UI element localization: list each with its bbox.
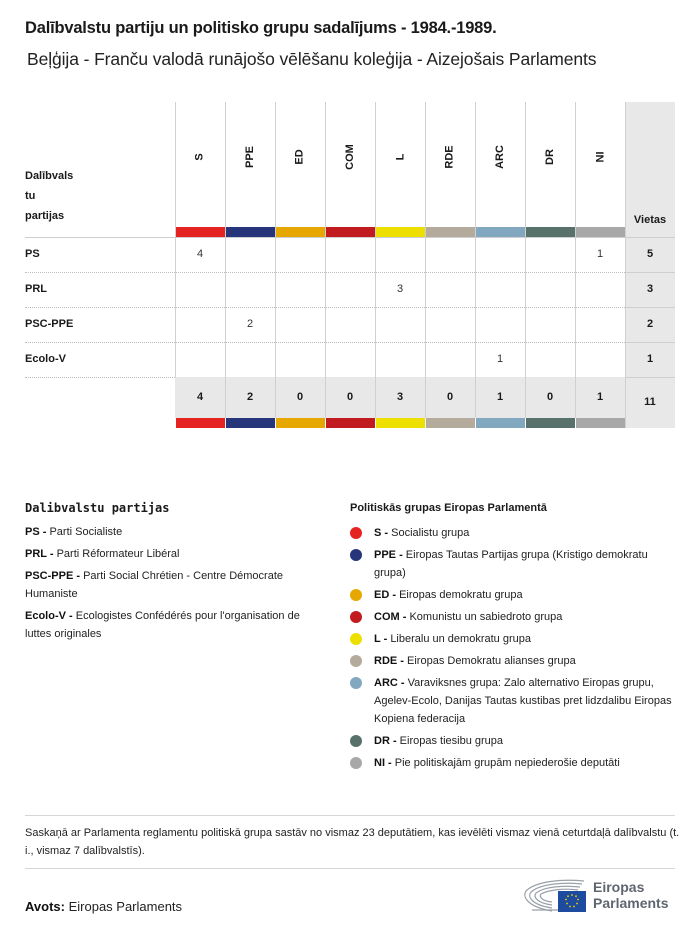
- row-party-label: Ecolo-V: [25, 353, 66, 365]
- table-cell: [325, 342, 375, 377]
- footer-color-bar-rde: [426, 418, 475, 428]
- column-header-ppe: [225, 132, 275, 182]
- column-header-arc: [475, 132, 525, 182]
- group-legend-item-ni: [350, 754, 680, 772]
- column-total: 0: [346, 391, 354, 403]
- distribution-table: [25, 102, 675, 428]
- separator: -: [399, 611, 410, 623]
- logo-text: [593, 879, 668, 911]
- party-code: PS: [25, 526, 40, 538]
- row-party-label: PS: [25, 248, 40, 260]
- column-header-ed: [275, 132, 325, 182]
- separator: -: [46, 548, 57, 560]
- column-gridline: [425, 377, 426, 418]
- party-name: Parti Réformateur Libéral: [56, 548, 180, 560]
- table-cell: 1: [496, 353, 504, 365]
- row-party-label: PSC-PPE: [25, 318, 74, 330]
- group-code: S: [374, 527, 382, 539]
- grand-total: 11: [644, 396, 656, 408]
- table-cell: [575, 272, 625, 307]
- separator: -: [381, 527, 392, 539]
- group-name: Varaviksnes grupa: Zalo alternativo Eiropas grupu, Agelev-Ecolo, Danijas Tautas kustibas pret lidzdalibu Eiropas Kopiena federacija: [374, 677, 672, 725]
- row-party-label: PRL: [25, 283, 47, 295]
- column-header-label: NI: [594, 151, 606, 163]
- table-cell: [425, 307, 475, 342]
- table-row: [25, 307, 675, 342]
- column-gridline: [275, 377, 276, 418]
- totals-row: [175, 377, 625, 418]
- column-header-label: DR: [543, 149, 556, 165]
- party-name: Parti Socialiste: [49, 526, 123, 538]
- table-cell: [225, 272, 275, 307]
- table-cell: 3: [396, 283, 404, 295]
- group-name: Eiropas demokratu grupa: [399, 589, 523, 601]
- group-code: ARC: [374, 677, 398, 689]
- column-header-label: L: [393, 153, 406, 161]
- column-total: 0: [296, 391, 304, 403]
- column-total: 1: [596, 391, 604, 403]
- table-cell: [425, 237, 475, 272]
- source-value: Eiropas Parlaments: [68, 899, 183, 914]
- header-color-bar-rde: [426, 227, 475, 237]
- table-cell: [275, 342, 325, 377]
- footer-color-bar-s: [176, 418, 225, 428]
- color-dot-icon: [350, 677, 362, 689]
- row-header-label: [25, 166, 105, 226]
- separator: -: [396, 549, 406, 561]
- column-total: 4: [196, 391, 204, 403]
- footnote: Saskaņā ar Parlamenta reglamentu politiskā grupa sastāv no vismaz 23 deputātiem, kas ievēlēti vismaz vienā ceturtdaļā dalībvalstu (t. i., vismaz 7 dalībvalstīs).: [25, 827, 680, 857]
- header-color-bar-ppe: [226, 227, 275, 237]
- table-cell: [375, 237, 425, 272]
- column-header-rde: [425, 132, 475, 182]
- column-header-label: ED: [294, 149, 306, 165]
- row-header-line: partijas: [25, 210, 65, 222]
- column-header-s: [175, 132, 225, 182]
- group-legend-item-l: [350, 630, 680, 648]
- table-cell: [425, 272, 475, 307]
- column-header-com: [325, 132, 375, 182]
- table-cell: 2: [246, 318, 254, 330]
- column-total: 3: [396, 391, 404, 403]
- group-name: Pie politiskajām grupām nepiederošie deputāti: [394, 757, 620, 769]
- row-seat-total: 2: [646, 318, 654, 330]
- header-color-bar-ed: [276, 227, 325, 237]
- group-code: L: [374, 633, 381, 645]
- page-title: Dalībvalstu partiju un politisko grupu sadalījums - 1984.-1989.: [25, 19, 497, 37]
- separator: -: [397, 655, 408, 667]
- column-total: 0: [446, 391, 454, 403]
- color-dot-icon: [350, 735, 362, 747]
- table-cell: [575, 342, 625, 377]
- table-cell: [475, 272, 525, 307]
- footer-divider-bottom: [25, 868, 675, 869]
- party-name: Parti Social Chrétien - Centre Démocrate Humaniste: [25, 570, 283, 600]
- footer-color-bar-ni: [576, 418, 625, 428]
- source-line: [25, 899, 182, 914]
- group-legend-item-com: [350, 608, 680, 626]
- row-header-line: tu: [25, 190, 36, 202]
- group-name: Eiropas Tautas Partijas grupa (Kristigo demokratu grupa): [374, 549, 648, 579]
- color-dot-icon: [350, 549, 362, 561]
- row-seat-total: 1: [646, 353, 654, 365]
- page-subtitle: Beļģija - Franču valodā runājošo vēlēšanu koleģija - Aizejošais Parlaments: [27, 49, 597, 69]
- group-code: PPE: [374, 549, 397, 561]
- column-header-label: RDE: [443, 145, 456, 169]
- table-row: [25, 272, 675, 307]
- group-name: Komunistu un sabiedroto grupa: [409, 611, 563, 623]
- separator: -: [385, 757, 395, 769]
- parties-legend: [25, 501, 325, 647]
- group-legend-item-dr: [350, 732, 680, 750]
- column-gridline: [225, 377, 226, 418]
- group-name: Eiropas tiesibu grupa: [399, 735, 504, 747]
- table-cell: [275, 307, 325, 342]
- footer-color-bar-arc: [476, 418, 525, 428]
- table-cell: [175, 272, 225, 307]
- table-cell: [325, 307, 375, 342]
- column-gridline: [525, 377, 526, 418]
- party-legend-item: [25, 607, 325, 643]
- table-cell: [375, 342, 425, 377]
- row-header-line: Dalībvals: [25, 170, 74, 182]
- column-total: 1: [496, 391, 504, 403]
- column-gridline: [475, 377, 476, 418]
- group-name: Socialistu grupa: [391, 527, 470, 539]
- table-cell: [225, 342, 275, 377]
- color-dot-icon: [350, 633, 362, 645]
- table-cell: [525, 342, 575, 377]
- table-cell: [225, 237, 275, 272]
- footer-color-bar-ppe: [226, 418, 275, 428]
- table-cell: [325, 237, 375, 272]
- column-total: 0: [546, 391, 554, 403]
- separator: -: [380, 633, 391, 645]
- color-dot-icon: [350, 527, 362, 539]
- groups-legend-title: Politiskās grupas Eiropas Parlamentā: [350, 502, 547, 514]
- table-cell: 4: [196, 248, 204, 260]
- footer-color-bar-dr: [526, 418, 575, 428]
- group-legend-item-ed: [350, 586, 680, 604]
- color-dot-icon: [350, 589, 362, 601]
- column-gridline: [375, 377, 376, 418]
- party-legend-item: [25, 567, 325, 603]
- header-color-bar-com: [326, 227, 375, 237]
- color-dot-icon: [350, 757, 362, 769]
- header-color-bar-arc: [476, 227, 525, 237]
- column-header-l: [375, 132, 425, 182]
- group-name: Liberalu un demokratu grupa: [390, 633, 531, 645]
- table-cell: [175, 342, 225, 377]
- table-cell: 1: [596, 248, 604, 260]
- party-name: Ecologistes Confédérés pour l'organisation de luttes originales: [25, 610, 300, 640]
- seats-column-header: Vietas: [633, 214, 667, 226]
- separator: -: [73, 570, 84, 582]
- header-color-bar-s: [176, 227, 225, 237]
- group-legend-item-s: [350, 524, 680, 542]
- party-code: Ecolo-V: [25, 610, 66, 622]
- party-legend-item: [25, 545, 325, 563]
- logo-line: Parlaments: [593, 895, 669, 911]
- group-code: DR: [374, 735, 390, 747]
- table-cell: [425, 342, 475, 377]
- group-code: NI: [374, 757, 385, 769]
- table-row: [25, 237, 675, 272]
- column-header-label: COM: [343, 144, 356, 170]
- table-cell: [525, 307, 575, 342]
- column-header-label: ARC: [494, 145, 506, 169]
- group-code: ED: [374, 589, 390, 601]
- table-cell: [475, 307, 525, 342]
- column-header-label: S: [194, 153, 206, 161]
- separator: -: [39, 526, 50, 538]
- groups-legend: [350, 502, 680, 776]
- column-header-label: PPE: [243, 145, 256, 169]
- group-legend-item-rde: [350, 652, 680, 670]
- table-cell: [375, 307, 425, 342]
- parties-legend-title: Dalibvalstu partijas: [25, 501, 170, 515]
- column-total: 2: [246, 391, 254, 403]
- table-cell: [325, 272, 375, 307]
- group-code: COM: [374, 611, 400, 623]
- group-legend-item-ppe: [350, 546, 680, 582]
- separator: -: [389, 589, 400, 601]
- group-name: Eiropas Demokratu alianses grupa: [407, 655, 576, 667]
- source-label: Avots:: [25, 899, 65, 914]
- logo-line: Eiropas: [593, 879, 645, 895]
- table-cell: [475, 237, 525, 272]
- table-row: [25, 342, 675, 377]
- footer-color-bar-ed: [276, 418, 325, 428]
- footer-color-bar-com: [326, 418, 375, 428]
- header-color-bar-dr: [526, 227, 575, 237]
- color-dot-icon: [350, 611, 362, 623]
- footer-divider-top: [25, 815, 675, 816]
- group-code: RDE: [374, 655, 398, 667]
- table-cell: [575, 307, 625, 342]
- hemicycle-icon: [522, 877, 588, 915]
- table-cell: [525, 237, 575, 272]
- column-gridline: [325, 377, 326, 418]
- european-parliament-logo: [522, 877, 682, 917]
- table-cell: [275, 272, 325, 307]
- column-header-dr: [525, 132, 575, 182]
- header-color-bar-ni: [576, 227, 625, 237]
- table-cell: [275, 237, 325, 272]
- party-code: PSC-PPE: [25, 570, 74, 582]
- column-gridline: [575, 377, 576, 418]
- separator: -: [389, 735, 400, 747]
- color-dot-icon: [350, 655, 362, 667]
- row-seat-total: 5: [646, 248, 654, 260]
- table-cell: [175, 307, 225, 342]
- column-header-ni: [575, 132, 625, 182]
- group-legend-item-arc: [350, 674, 680, 728]
- party-legend-item: [25, 523, 325, 541]
- separator: -: [397, 677, 408, 689]
- party-code: PRL: [25, 548, 47, 560]
- row-seat-total: 3: [646, 283, 654, 295]
- header-color-bar-l: [376, 227, 425, 237]
- footer-color-bar-l: [376, 418, 425, 428]
- separator: -: [65, 610, 76, 622]
- table-cell: [525, 272, 575, 307]
